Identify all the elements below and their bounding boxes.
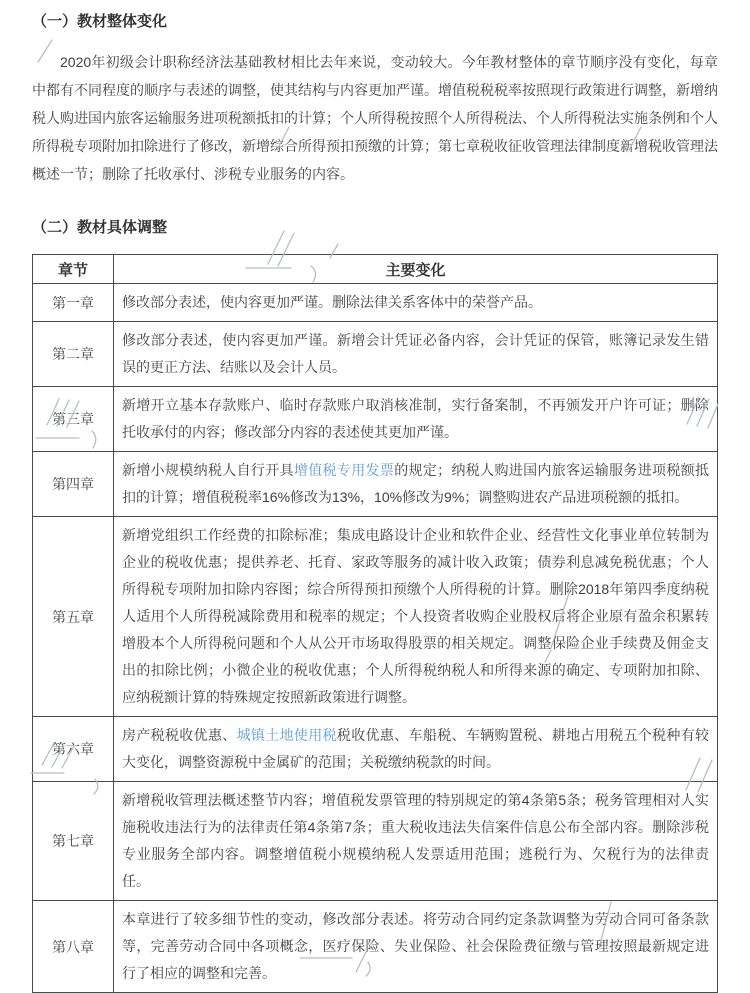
table-row: [33, 322, 718, 387]
changes-text: 修改部分表述，使内容更加严谨。删除法律关系客体中的荣誉产品。: [122, 294, 542, 310]
changes-text: 新增小规模纳税人自行开具: [122, 462, 294, 478]
table-body: [33, 284, 718, 993]
changes-table: [32, 254, 718, 993]
changes-cell: [114, 322, 718, 387]
changes-cell: [114, 782, 718, 901]
changes-text: 新增开立基本存款账户、临时存款账户取消核准制，实行备案制，不再颁发开户许可证；删除托收承付的内容；修改部分内容的表述使其更加严谨。: [122, 397, 709, 440]
table-row: [33, 717, 718, 782]
table-header-row: [33, 255, 718, 284]
chapter-cell: 第二章: [33, 322, 114, 387]
chapter-cell: 第一章: [33, 284, 114, 322]
table-row: [33, 517, 718, 717]
inline-link[interactable]: 增值税专用发票: [293, 462, 395, 478]
changes-cell: [114, 387, 718, 452]
changes-cell: [114, 901, 718, 993]
changes-cell: [114, 452, 718, 517]
changes-text: 新增税收管理法概述整节内容；增值税发票管理的特别规定的第4条第5条；税务管理相对人实施税收违法行为的法律责任第4条第7条；重大税收违法失信案件信息公布全部内容。删除涉税专业服务全部内容。调整增值税小规模纳税人发票适用范围；逃税行为、欠税行为的法律责任。: [122, 792, 709, 889]
intro-paragraph: 2020年初级会计职称经济法基础教材相比去年来说，变动较大。今年教材整体的章节顺序没有变化，每章中都有不同程度的顺序与表述的调整，使其结构与内容更加严谨。增值税税税率按照现行政策进行调整，新增纳税人购进国内旅客运输服务进项税额抵扣的计算；个人所得税按照个人所得税法、个人所得税法实施条例和个人所得税专项附加扣除进行了修改，新增综合所得预扣预缴的计算；第七章税收征收管理法律制度新增税收管理法概述一节；删除了托收承付、涉税专业服务的内容。: [32, 54, 718, 182]
section-2-heading: （二）教材具体调整: [32, 219, 168, 236]
changes-cell: [114, 284, 718, 322]
table-row: [33, 782, 718, 901]
chapter-cell: 第七章: [33, 782, 114, 901]
table-row: [33, 452, 718, 517]
changes-text: 新增党组织工作经费的扣除标准；集成电路设计企业和软件企业、经营性文化事业单位转制为企业的税收优惠；提供养老、托育、家政等服务的减计收入政策；债券利息减免税优惠；个人所得税专项附加扣除内容图；综合所得预扣预缴个人所得税的计算。删除2018年第四季度纳税人适用个人所得税减除费用和税率的规定；个人投资者收购企业股权后将企业原有盈余积累转增股本个人所得税问题和个人从公开市场取得股票的相关规定。调整保险企业手续费及佣金支出的扣除比例；小微企业的税收优惠；个人所得税纳税人和所得来源的确定、专项附加扣除、应纳税额计算的特殊规定按照新政策进行调整。: [122, 527, 709, 705]
chapter-cell: 第四章: [33, 452, 114, 517]
col-header-changes: 主要变化: [114, 255, 718, 284]
changes-text: 的规定；纳税人购进国内旅客运输服务进项税额抵扣的计算；增值税税率16%修改为13%，10%修改为9%；调整购进农产品进项税额的抵扣。: [122, 462, 710, 505]
changes-text: 本章进行了较多细节性的变动，修改部分表述。将劳动合同约定条款调整为劳动合同可备条款等，完善劳动合同中各项概念，医疗保险、失业保险、社会保险费征缴与管理按照最新规定进行了相应的调整和完善。: [122, 911, 709, 981]
inline-link[interactable]: 城镇土地使用税: [236, 727, 337, 743]
col-header-chapter: 章节: [33, 255, 114, 284]
chapter-cell: 第八章: [33, 901, 114, 993]
changes-text: 修改部分表述，使内容更加严谨。新增会计凭证必备内容，会计凭证的保管，账簿记录发生错误的更正方法、结账以及会计人员。: [122, 332, 709, 375]
changes-cell: [114, 717, 718, 782]
chapter-cell: 第五章: [33, 517, 114, 717]
chapter-cell: 第三章: [33, 387, 114, 452]
table-row: [33, 901, 718, 993]
table-row: [33, 387, 718, 452]
changes-cell: [114, 517, 718, 717]
table-row: [33, 284, 718, 322]
changes-text: 税收优惠、车船税、车辆购置税、耕地占用税五个税种有较大变化，调整资源税中金属矿的范围；关税缴纳税款的时间。: [122, 727, 710, 770]
changes-text: 房产税税收优惠、: [122, 727, 237, 743]
chapter-cell: 第六章: [33, 717, 114, 782]
section-1-heading: （一）教材整体变化: [32, 13, 168, 30]
